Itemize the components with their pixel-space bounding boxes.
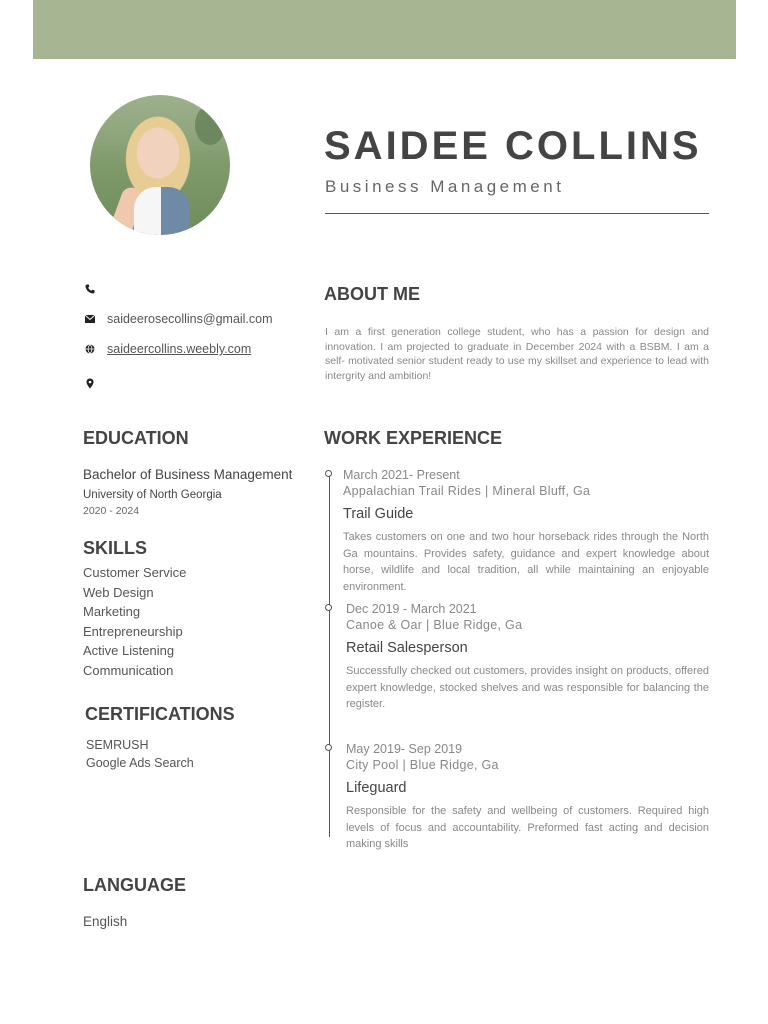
language-item: English [83, 914, 128, 929]
skill-item: Active Listening [83, 643, 175, 658]
timeline-dot [325, 470, 332, 477]
envelope-icon [85, 315, 95, 323]
education-years: 2020 - 2024 [83, 505, 140, 517]
job-entry [346, 601, 709, 713]
job-place: Canoe & Oar | Blue Ridge, Ga [346, 618, 523, 632]
skill-item: Communication [83, 662, 174, 678]
education-heading: EDUCATION [83, 428, 189, 448]
certifications-heading: CERTIFICATIONS [85, 704, 235, 724]
website-link[interactable]: saideercollins.weebly.com [107, 342, 252, 356]
timeline-dot [325, 604, 332, 611]
job-place: City Pool | Blue Ridge, Ga [346, 758, 499, 772]
job-title: Lifeguard [346, 780, 407, 796]
certifications-list [86, 738, 194, 774]
contact-website [85, 342, 251, 356]
globe-icon [85, 344, 95, 354]
job-description: Responsible for the safety and wellbeing of customers. Required high levels of focus and accountability. Preformed fast acting and decision making skills [346, 805, 709, 850]
job-description: Takes customers on one and two hour horseback rides through the North Ga mountains. Provides safety, guidance and expert knowledge about horse, wildlife and local tradition, all while maintaining an enjoyable environment. [343, 531, 709, 593]
skill-item: Entrepreneurship [83, 623, 183, 639]
about-heading: ABOUT ME [324, 284, 420, 304]
contact-location [85, 378, 95, 389]
header-divider [325, 213, 709, 214]
profile-photo [90, 95, 230, 235]
contact-email [85, 312, 273, 326]
skills-list [83, 565, 186, 682]
job-description: Successfully checked out customers, provides insight on products, offered expert knowledge, stocked shelves and was responsible for balancing the register. [346, 665, 709, 710]
language-heading: LANGUAGE [83, 875, 186, 895]
candidate-title: Business Management [325, 177, 565, 196]
about-text: I am a first generation college student, who has a passion for design and innovation. I am projected to graduate in December 2024 with a BSBM. I am a self- motivated senior student ready to use my skillset and experience to lead with intergrity and ambition! [325, 326, 709, 382]
certification-item: Google Ads Search [86, 756, 194, 770]
email-text[interactable]: saideerosecollins@gmail.com [107, 312, 273, 326]
skill-item: Customer Service [83, 565, 187, 580]
phone-icon [85, 284, 95, 294]
job-date: Dec 2019 - March 2021 [346, 602, 477, 616]
education-degree: Bachelor of Business Management [83, 467, 293, 482]
job-place: Appalachian Trail Rides | Mineral Bluff, Ga [343, 484, 591, 498]
map-pin-icon [85, 378, 95, 389]
candidate-name: SAIDEE COLLINS [324, 124, 702, 168]
job-date: March 2021- Present [343, 468, 460, 482]
timeline-line [329, 475, 330, 837]
header-accent-band [33, 0, 736, 59]
skill-item: Web Design [83, 584, 154, 600]
job-title: Retail Salesperson [346, 640, 468, 656]
job-entry [346, 741, 709, 853]
skills-heading: SKILLS [83, 538, 148, 558]
job-date: May 2019- Sep 2019 [346, 742, 463, 756]
certification-item: SEMRUSH [86, 738, 149, 752]
work-heading: WORK EXPERIENCE [324, 428, 503, 448]
contact-phone [85, 284, 95, 294]
job-entry [343, 467, 709, 595]
skill-item: Marketing [83, 604, 141, 619]
timeline-dot [325, 744, 332, 751]
education-school: University of North Georgia [83, 489, 222, 501]
job-title: Trail Guide [343, 506, 414, 522]
